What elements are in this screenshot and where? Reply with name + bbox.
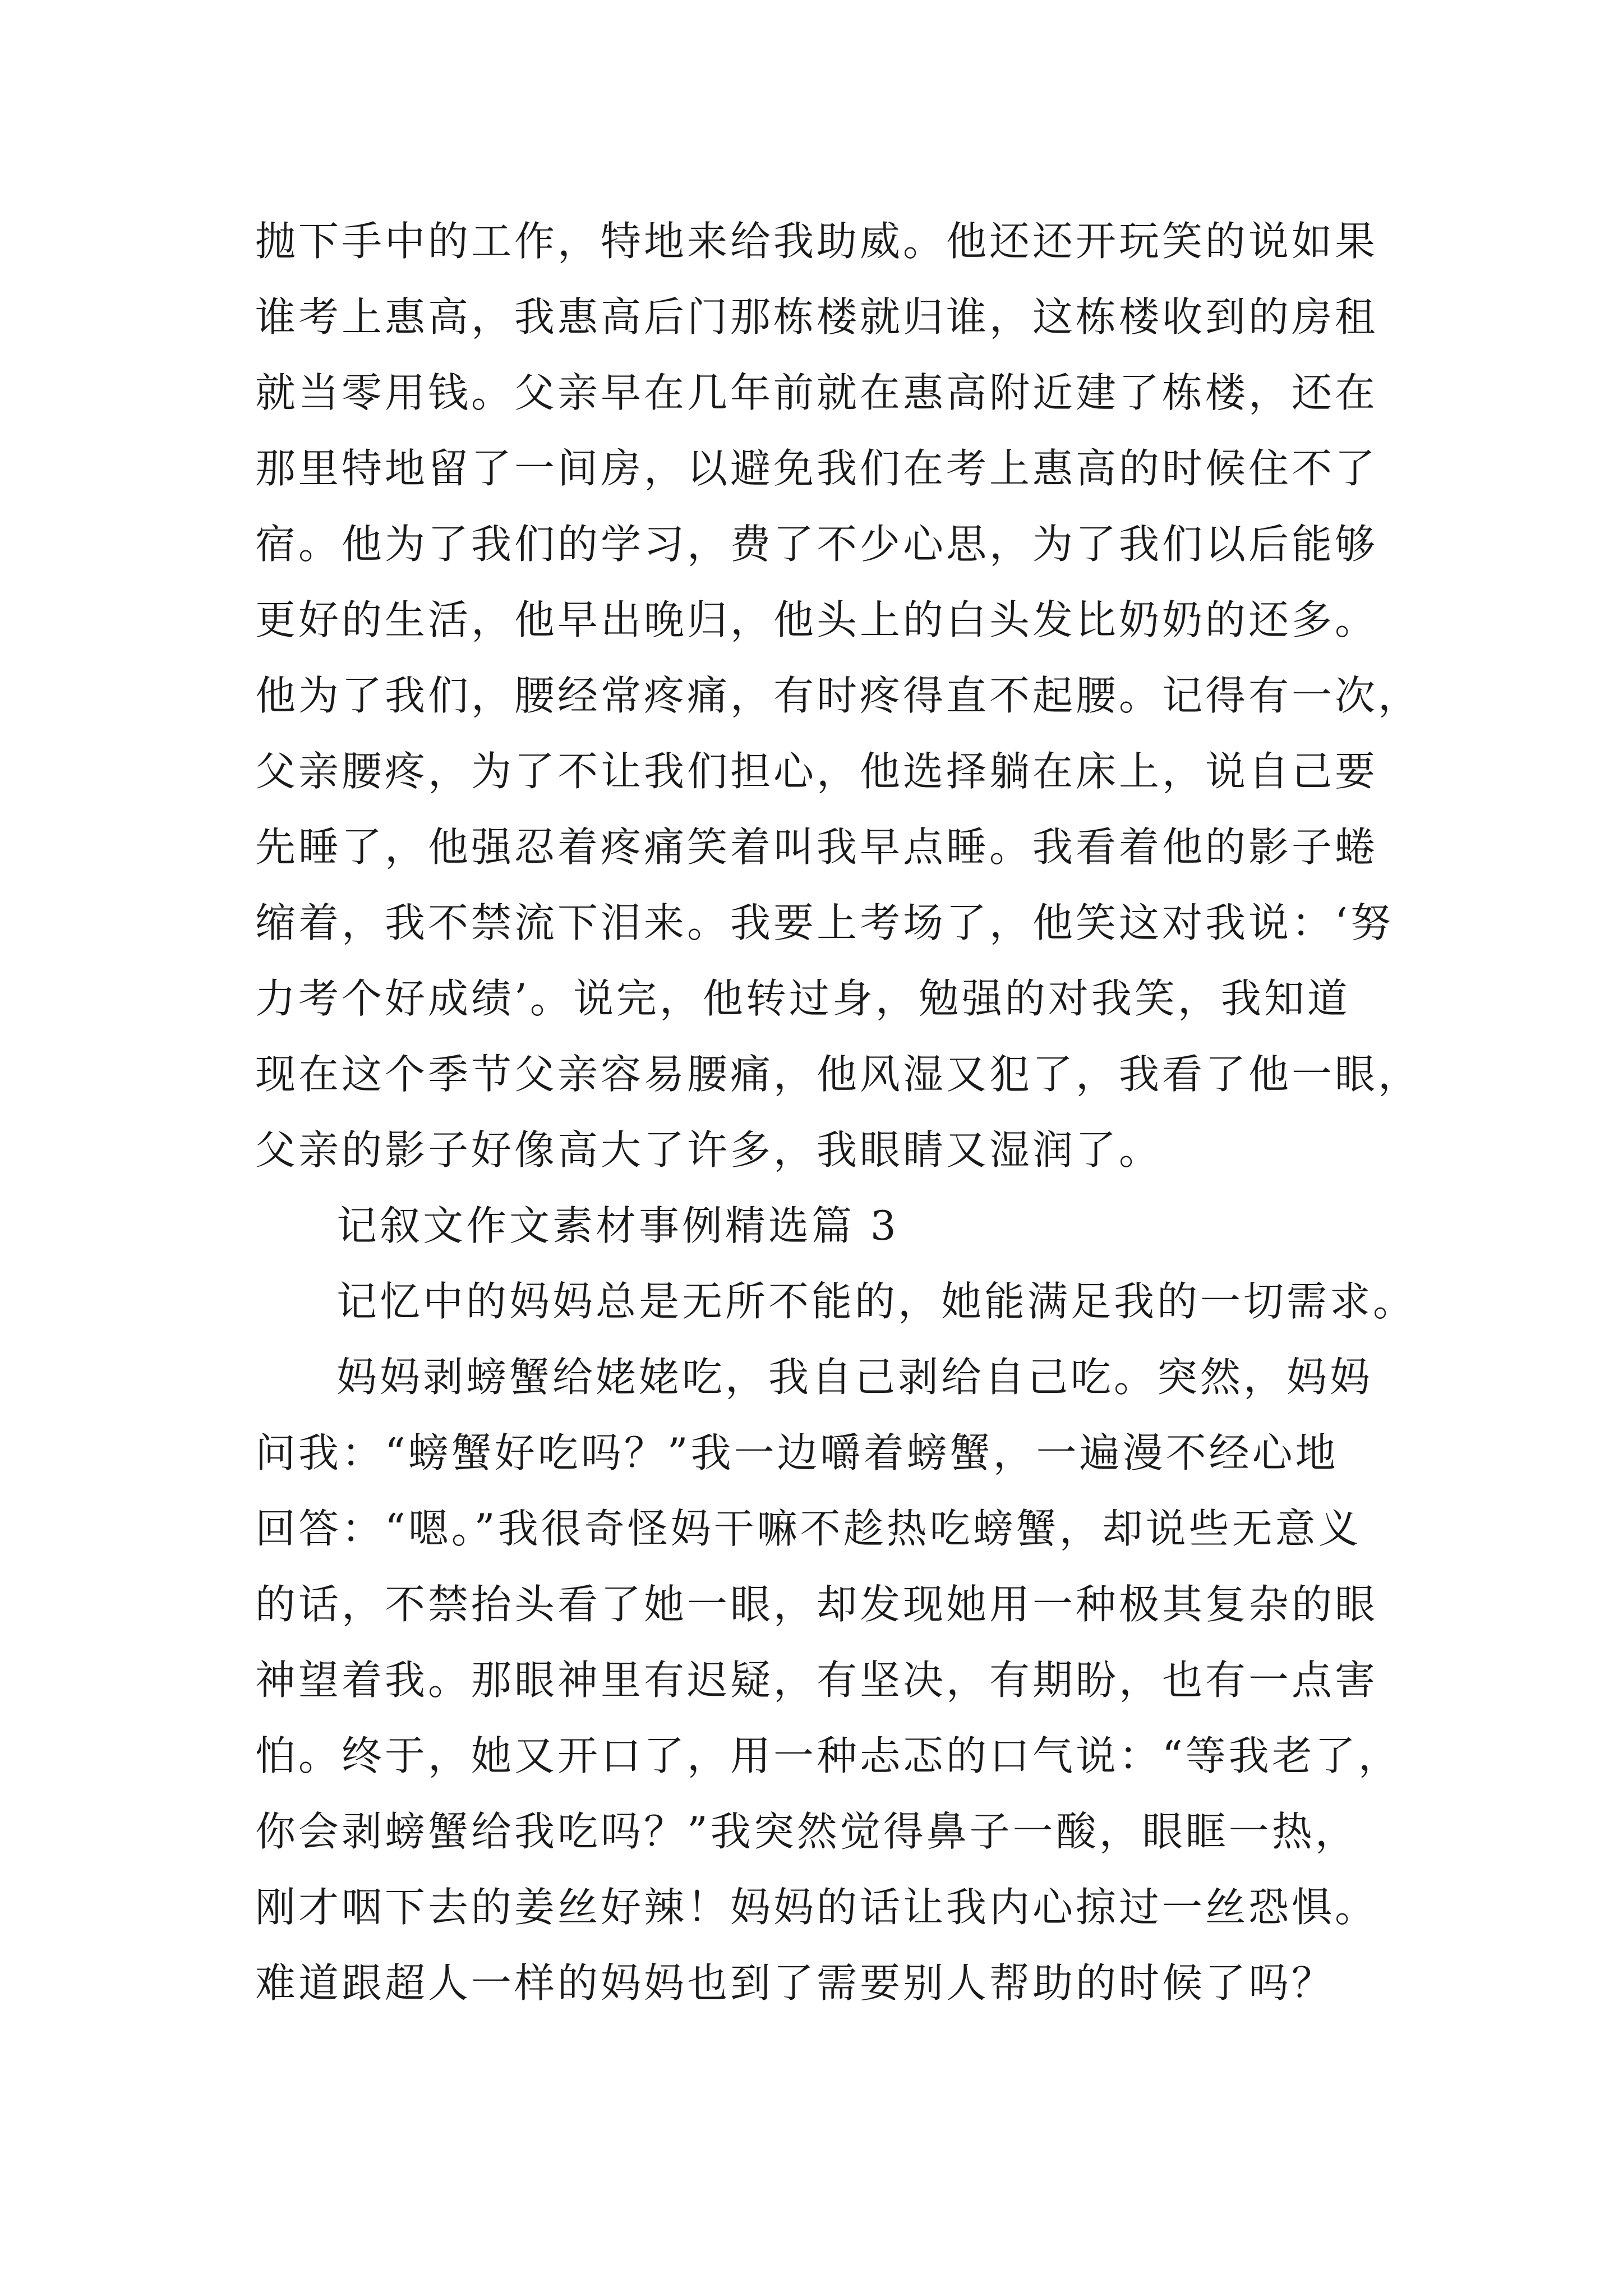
- text-line: 难道跟超人一样的妈妈也到了需要别人帮助的时候了吗？: [255, 1959, 1335, 2007]
- text-line: 问我：“螃蟹好吃吗？”我一边嚼着螃蟹，一遍漫不经心地: [255, 1429, 1339, 1476]
- text-line: 先睡了，他强忍着疼痛笑着叫我早点睡。我看着他的影子蜷: [255, 823, 1378, 871]
- text-line: 怕。终于，她又开口了，用一种忐忑的口气说：“等我老了，: [255, 1732, 1401, 1779]
- text-line: 现在这个季节父亲容易腰痛，他风湿又犯了，我看了他一眼，: [255, 1051, 1422, 1098]
- text-line: 宿。他为了我们的学习，费了不少心思，为了我们以后能够: [255, 521, 1378, 568]
- paragraph-start: 记忆中的妈妈总是无所不能的，她能满足我的一切需求。: [336, 1278, 1417, 1325]
- section-heading: 记叙文作文素材事例精选篇 3: [336, 1202, 899, 1249]
- text-line: 他为了我们，腰经常疼痛，有时疼得直不起腰。记得有一次，: [255, 672, 1422, 719]
- text-line: 那里特地留了一间房，以避免我们在考上惠高的时候住不了: [255, 445, 1378, 492]
- text-line: 抛下手中的工作，特地来给我助威。他还还开玩笑的说如果: [255, 218, 1378, 265]
- text-line: 回答：“嗯。”我很奇怪妈干嘛不趁热吃螃蟹，却说些无意义: [255, 1505, 1362, 1552]
- text-line: 谁考上惠高，我惠高后门那栋楼就归谁，这栋楼收到的房租: [255, 293, 1378, 341]
- text-line: 更好的生活，他早出晚归，他头上的白头发比奶奶的还多。: [255, 596, 1378, 643]
- text-line: 神望着我。那眼神里有迟疑，有坚决，有期盼，也有一点害: [255, 1657, 1378, 1704]
- text-line: 你会剥螃蟹给我吃吗？”我突然觉得鼻子一酸，眼眶一热，: [255, 1808, 1358, 1855]
- text-line: 力考个好成绩’。说完，他转过身，勉强的对我笑，我知道: [255, 975, 1350, 1022]
- text-line: 刚才咽下去的姜丝好辣！妈妈的话让我内心掠过一丝恐惧。: [255, 1884, 1378, 1931]
- paragraph-start: 妈妈剥螃蟹给姥姥吃，我自己剥给自己吃。突然，妈妈: [336, 1354, 1373, 1401]
- text-line: 缩着，我不禁流下泪来。我要上考场了，他笑这对我说：‘努: [255, 899, 1394, 946]
- text-line: 就当零用钱。父亲早在几年前就在惠高附近建了栋楼，还在: [255, 369, 1378, 416]
- text-line: 的话，不禁抬头看了她一眼，却发现她用一种极其复杂的眼: [255, 1581, 1378, 1628]
- text-line: 父亲的影子好像高大了许多，我眼睛又湿润了。: [255, 1126, 1163, 1174]
- text-line: 父亲腰疼，为了不让我们担心，他选择躺在床上，说自己要: [255, 748, 1378, 795]
